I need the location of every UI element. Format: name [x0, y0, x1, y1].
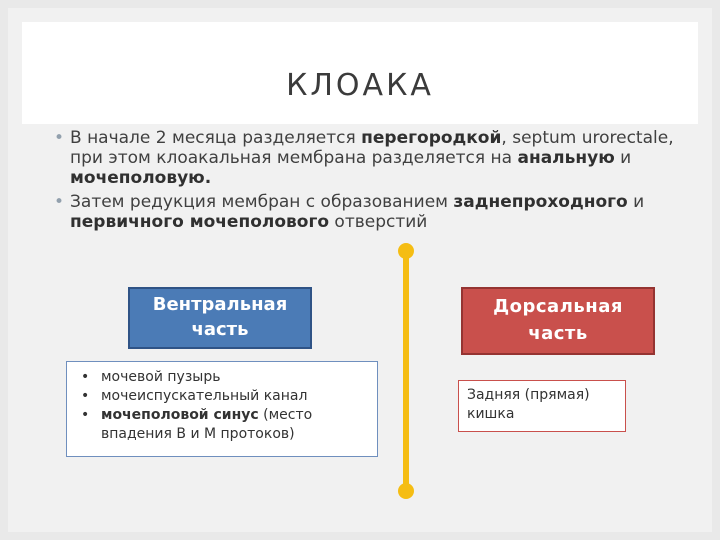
ventral-heading-line1: Вентральная	[152, 294, 288, 315]
dorsal-heading-box	[461, 287, 655, 355]
title-area	[22, 22, 698, 124]
ventral-heading-line2: часть	[191, 319, 249, 340]
ventral-list-item: • мочеиспускательный канал	[79, 387, 371, 406]
slide-title: КЛОАКА	[286, 68, 434, 103]
bullet-item	[54, 192, 694, 232]
dorsal-content-text: Задняя (прямая) кишка	[467, 387, 590, 422]
dorsal-heading-line1: Дорсальная	[493, 296, 623, 317]
ventral-list-item	[79, 406, 371, 444]
dorsal-content-box	[458, 380, 626, 432]
divider-top-dot	[398, 243, 414, 259]
bullet-text: и	[627, 192, 645, 212]
bullet-text: отверстий	[329, 212, 428, 232]
bullet-text: В начале 2 месяца разделяется	[70, 128, 362, 148]
bullet-bold-text: перегородкой	[361, 128, 502, 148]
bullet-text: , septum urorectale, при этом клоакальная мембрана разделяется на	[70, 128, 674, 168]
bullet-bold-text: первичного мочеполового	[70, 212, 330, 232]
bullet-item	[54, 128, 694, 188]
ventral-heading-box	[128, 287, 312, 349]
ventral-list	[66, 361, 378, 457]
bullet-bold-text: заднепроходного	[453, 192, 628, 212]
bullet-list	[54, 128, 694, 236]
bullet-text: Затем редукция мембран с образованием	[70, 192, 454, 212]
ventral-item-bold: мочеполовой синус	[101, 407, 259, 423]
ventral-item-text: (место впадения В и М протоков)	[101, 407, 313, 442]
dorsal-heading-line2: часть	[528, 323, 588, 344]
divider-line	[403, 248, 409, 494]
divider-bottom-dot	[398, 483, 414, 499]
bullet-text: и	[614, 148, 632, 168]
bullet-bold-text: мочеполовую.	[70, 168, 212, 188]
bullet-bold-text: анальную	[517, 148, 615, 168]
ventral-list-item: • мочевой пузырь	[79, 368, 371, 387]
